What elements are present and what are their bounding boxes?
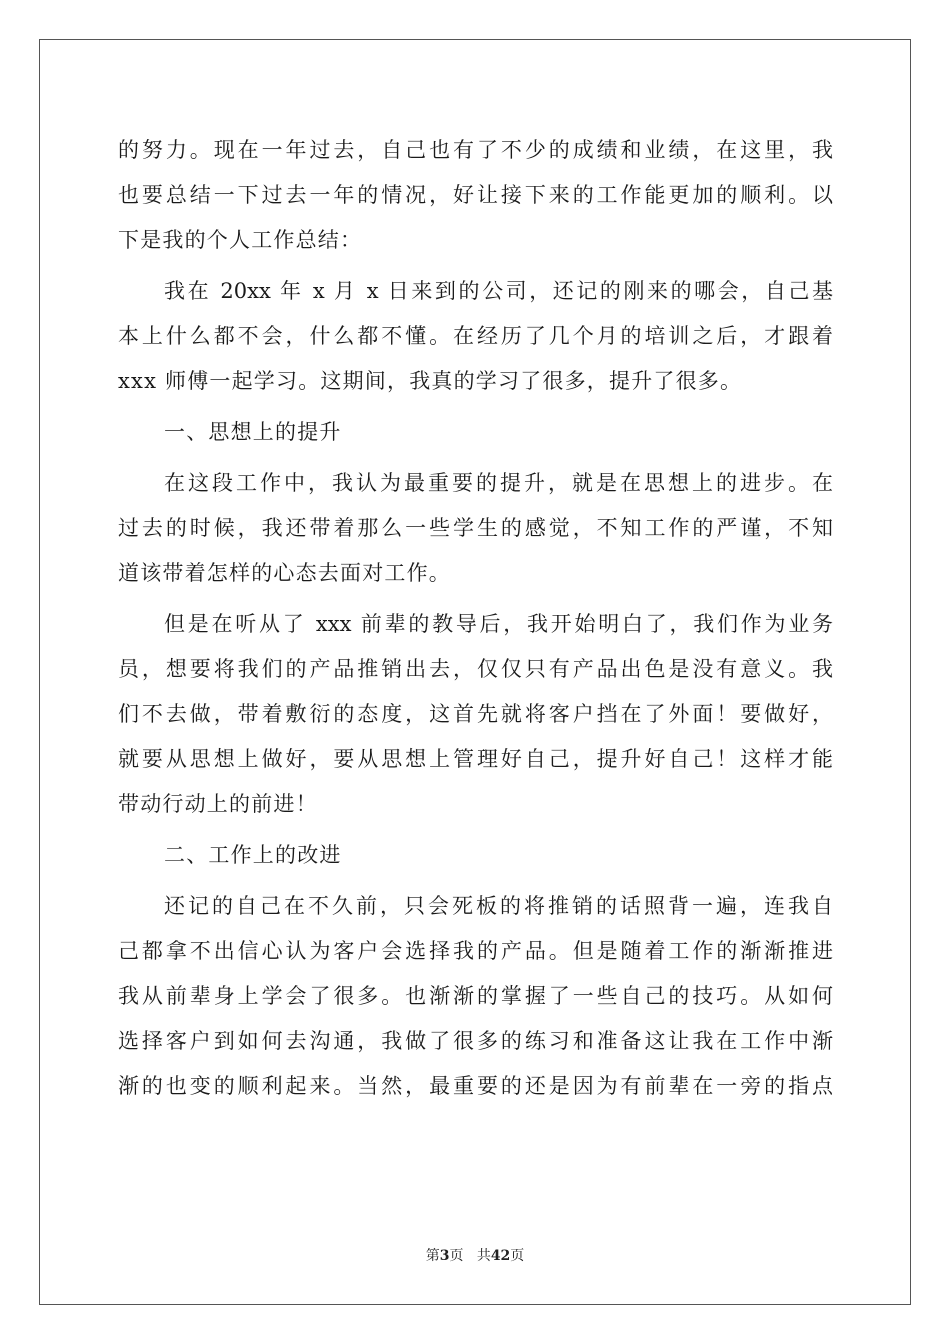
text-line: 己都拿不出信心认为客户会选择我的产品。但是随着工作的渐渐推进 [118,939,833,963]
text-line: 带动行动上的前进！ [118,792,318,816]
page-footer [0,1247,950,1265]
text-line: 下是我的个人工作总结： [118,228,363,252]
paragraph-start-line: 在这段工作中，我认为最重要的提升，就是在思想上的进步。在 [164,471,833,495]
text-line: 渐的也变的顺利起来。当然，最重要的还是因为有前辈在一旁的指点 [118,1074,833,1098]
text-line: 们不去做，带着敷衍的态度，这首先就将客户挡在了外面！要做好， [118,702,833,726]
text-line: 就要从思想上做好，要从思想上管理好自己，提升好自己！这样才能 [118,747,833,771]
text-line: 员，想要将我们的产品推销出去，仅仅只有产品出色是没有意义。我 [118,657,833,681]
paragraph-start-line: 还记的自己在不久前，只会死板的将推销的话照背一遍，连我自 [164,894,833,918]
section-heading: 一、思想上的提升 [164,420,342,444]
paragraph-start-line: 但是在听从了 xxx 前辈的教导后，我开始明白了，我们作为业务 [164,612,833,636]
text-line: 道该带着怎样的心态去面对工作。 [118,561,451,585]
text-line: xxx 师傅一起学习。这期间，我真的学习了很多，提升了很多。 [118,369,743,393]
current-page-number: 3 [439,1248,450,1264]
text-line: 选择客户到如何去沟通，我做了很多的练习和准备这让我在工作中渐 [118,1029,833,1053]
document-body [118,128,833,1109]
text-line: 也要总结一下过去一年的情况，好让接下来的工作能更加的顺利。以 [118,183,833,207]
text-line: 过去的时候，我还带着那么一些学生的感觉，不知工作的严谨，不知 [118,516,833,540]
text-line: 我从前辈身上学会了很多。也渐渐的掌握了一些自己的技巧。从如何 [118,984,833,1008]
total-pages-number: 42 [490,1248,511,1264]
footer-total-prefix: 共 [476,1248,491,1264]
text-line: 的努力。现在一年过去，自己也有了不少的成绩和业绩，在这里，我 [118,138,833,162]
text-line: 本上什么都不会，什么都不懂。在经历了几个月的培训之后，才跟着 [118,324,833,348]
footer-total-suffix: 页 [510,1248,525,1264]
footer-prefix: 第 [425,1248,440,1264]
footer-page-suffix: 页 [449,1248,464,1264]
paragraph-start-line: 我在 20xx 年 x 月 x 日来到的公司，还记的刚来的哪会，自己基 [164,279,833,303]
section-heading: 二、工作上的改进 [164,843,342,867]
